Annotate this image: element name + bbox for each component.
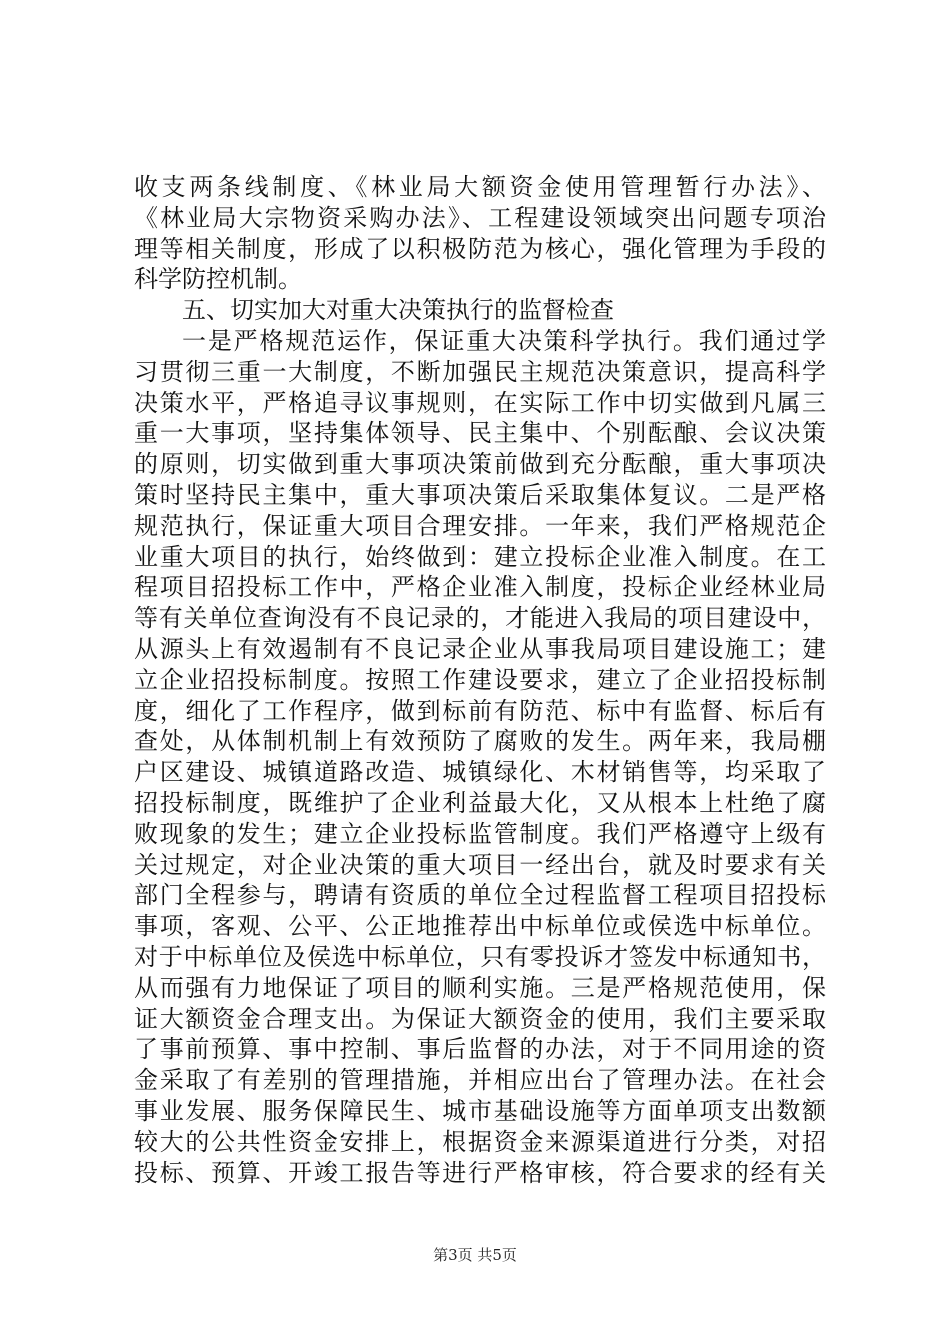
body-line: 规范执行，保证重大项目合理安排。一年来，我们严格规范企 (134, 511, 826, 540)
body-line: 对于中标单位及侯选中标单位，只有零投诉才签发中标通知书， (134, 942, 826, 971)
body-line: 习贯彻三重一大制度，不断加强民主规范决策意识，提高科学 (134, 357, 826, 386)
body-line: 一是严格规范运作，保证重大决策科学执行。我们通过学 (182, 326, 826, 355)
body-line: 证大额资金合理支出。为保证大额资金的使用，我们主要采取 (134, 1004, 826, 1033)
body-line: 科学防控机制。 (134, 265, 302, 294)
body-line: 的原则，切实做到重大事项决策前做到充分酝酿，重大事项决 (134, 450, 826, 479)
body-line: 重一大事项，坚持集体领导、民主集中、个别酝酿、会议决策 (134, 419, 826, 448)
page-number-footer: 第3页 共5页 (433, 1246, 517, 1264)
body-line: 收支两条线制度、《林业局大额资金使用管理暂行办法》、 (134, 173, 826, 201)
body-line: 《林业局大宗物资采购办法》、工程建设领域突出问题专项治 (134, 203, 826, 232)
body-line: 招投标制度，既维护了企业利益最大化，又从根本上杜绝了腐 (134, 788, 826, 817)
body-line: 等有关单位查询没有不良记录的，才能进入我局的项目建设中， (134, 604, 826, 633)
body-line: 事项，客观、公平、公正地推荐出中标单位或侯选中标单位。 (134, 912, 826, 941)
body-line: 了事前预算、事中控制、事后监督的办法，对于不同用途的资 (134, 1035, 826, 1064)
body-line: 从而强有力地保证了项目的顺利实施。三是严格规范使用，保 (134, 973, 826, 1002)
body-line: 度，细化了工作程序，做到标前有防范、标中有监督、标后有 (134, 696, 826, 725)
body-line: 查处，从体制机制上有效预防了腐败的发生。两年来，我局棚 (134, 727, 826, 756)
document-body (134, 172, 826, 1188)
body-line: 投标、预算、开竣工报告等进行严格审核，符合要求的经有关 (134, 1158, 826, 1187)
body-line: 决策水平，严格追寻议事规则，在实际工作中切实做到凡属三 (134, 388, 826, 417)
body-line: 立企业招投标制度。按照工作建设要求，建立了企业招投标制 (134, 665, 826, 694)
section-heading: 五、切实加大对重大决策执行的监督检查 (182, 296, 614, 325)
body-line: 业重大项目的执行，始终做到：建立投标企业准入制度。在工 (134, 542, 826, 571)
body-line: 户区建设、城镇道路改造、城镇绿化、木材销售等，均采取了 (134, 758, 826, 787)
body-line: 败现象的发生；建立企业投标监管制度。我们严格遵守上级有 (134, 819, 826, 848)
body-line: 金采取了有差别的管理措施，并相应出台了管理办法。在社会 (134, 1066, 826, 1095)
body-line: 程项目招投标工作中，严格企业准入制度，投标企业经林业局 (134, 573, 826, 602)
body-line: 策时坚持民主集中，重大事项决策后采取集体复议。二是严格 (134, 480, 826, 509)
body-line: 关过规定，对企业决策的重大项目一经出台，就及时要求有关 (134, 850, 826, 879)
body-line: 从源头上有效遏制有不良记录企业从事我局项目建设施工；建 (134, 634, 826, 663)
body-line: 理等相关制度，形成了以积极防范为核心，强化管理为手段的 (134, 234, 826, 263)
body-line: 较大的公共性资金安排上，根据资金来源渠道进行分类，对招 (134, 1127, 826, 1156)
body-line: 部门全程参与，聘请有资质的单位全过程监督工程项目招投标 (134, 881, 826, 910)
body-line: 事业发展、服务保障民生、城市基础设施等方面单项支出数额 (134, 1096, 826, 1125)
